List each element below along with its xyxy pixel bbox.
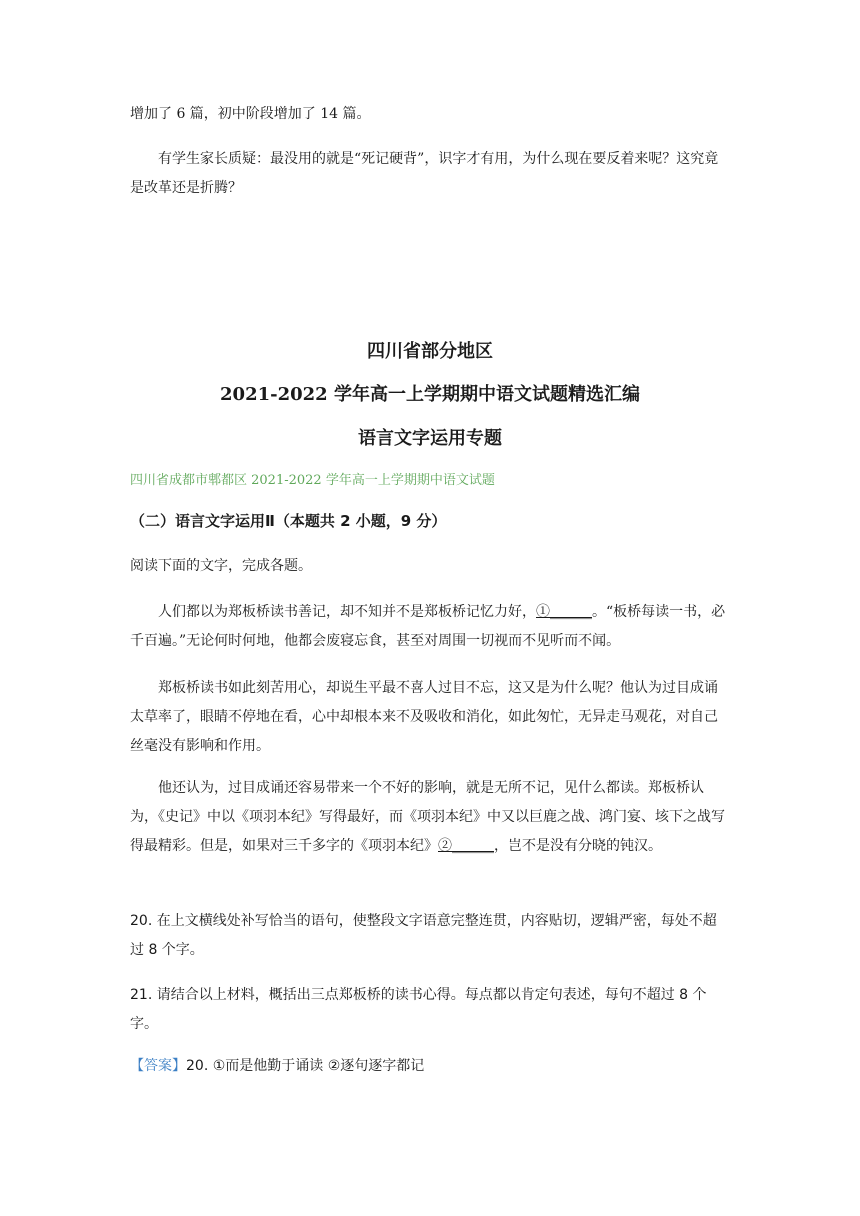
answer-tag: 【答案】 (130, 1058, 186, 1074)
passage-text: 。“板桥每读一书，必千百遍。”无论何时何地，他都会废寝忘食，甚至对周围一切视而不见听而不闻。 (130, 604, 726, 649)
source-line: 四川省成都市郫都区 2021-2022 学年高一上学期期中语文试题 (130, 473, 495, 488)
title-main: 2021-2022 学年高一上学期期中语文试题精选汇编 (220, 384, 640, 405)
answer-line (130, 1052, 730, 1081)
passage-text: 人们都以为郑板桥读书善记，却不知并不是郑板桥记忆力好， (158, 604, 536, 620)
question-20: 20. 在上文横线处补写恰当的语句，使整段文字语意完整连贯，内容贴切，逻辑严密，每处不超过 8 个字。 (130, 913, 717, 958)
blank-1: ①______ (536, 604, 592, 620)
passage-paragraph-1 (130, 598, 730, 656)
passage-text: 他还认为，过目成诵还容易带来一个不好的影响，就是无所不记，见什么都读。郑板桥认为，《史记》中以《项羽本纪》写得最好，而《项羽本纪》中又以巨鹿之战、鸿门宴、垓下之战写得最精彩。但是，如果对三千多字的《项羽本纪》 (130, 780, 725, 854)
paragraph: 有学生家长质疑：最没用的就是“死记硬背”，识字才有用，为什么现在要反着来呢？这究竟是改革还是折腾？ (130, 151, 719, 196)
title-region: 四川省部分地区 (367, 341, 493, 362)
question-21: 21. 请结合以上材料，概括出三点郑板桥的读书心得。每点都以肯定句表述，每句不超过 8 个字。 (130, 987, 707, 1032)
passage-text: ，岂不是没有分晓的钝汉。 (494, 838, 662, 854)
instruction: 阅读下面的文字，完成各题。 (130, 558, 312, 574)
answer-text: 20. ①而是他勤于诵读 ②逐句逐字都记 (186, 1058, 425, 1074)
section-heading: （二）语言文字运用Ⅱ（本题共 2 小题，9 分） (130, 512, 447, 530)
text-line: 增加了 6 篇，初中阶段增加了 14 篇。 (130, 106, 371, 122)
title-topic: 语言文字运用专题 (358, 428, 502, 449)
passage-paragraph-2: 郑板桥读书如此刻苦用心，却说生平最不喜人过目不忘，这又是为什么呢？他认为过目成诵太草率了，眼睛不停地在看，心中却根本来不及吸收和消化，如此匆忙，无异走马观花，对自己丝毫没有影响和作用。 (130, 680, 718, 754)
blank-2: ②______ (438, 838, 494, 854)
passage-paragraph-3 (130, 774, 730, 861)
